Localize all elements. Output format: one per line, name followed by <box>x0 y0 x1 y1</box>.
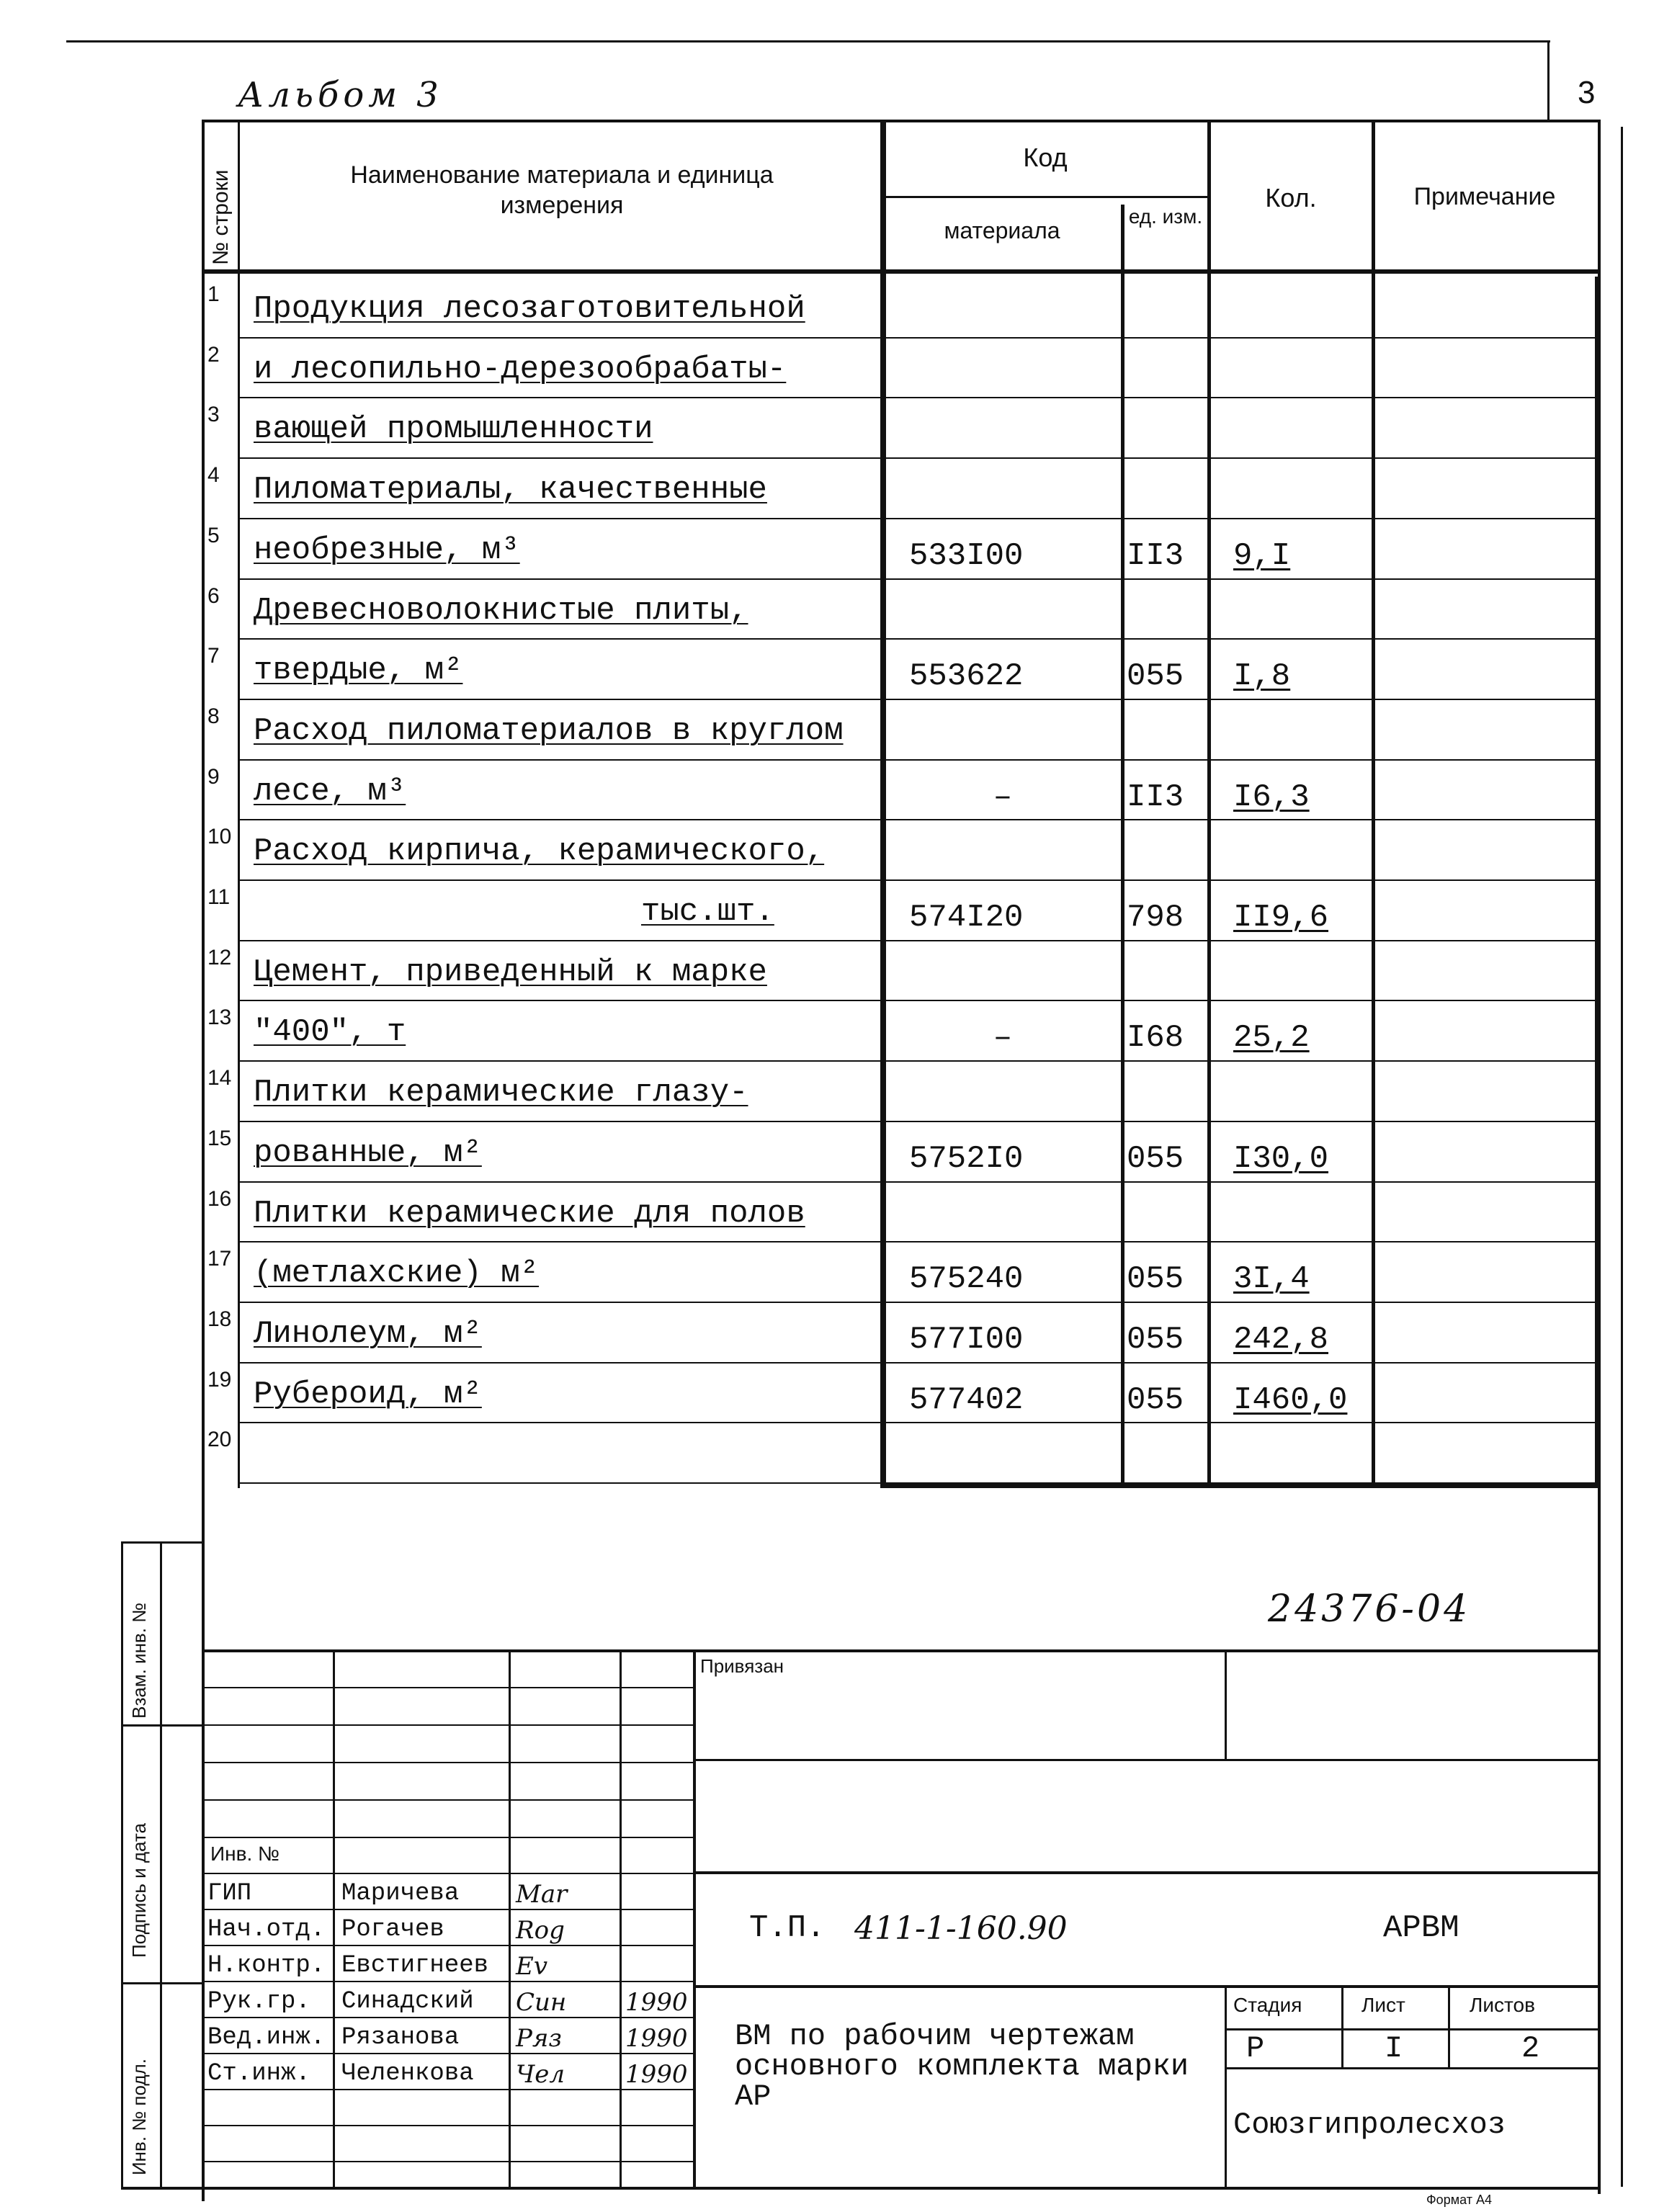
row-quantity: I,8 <box>1233 658 1291 694</box>
row-material-name: "400", т <box>254 1014 406 1050</box>
row-number: 4 <box>207 463 220 487</box>
page-number-box-line <box>1547 42 1550 122</box>
stamp-grid-line <box>202 1687 693 1688</box>
row-number: 3 <box>207 403 220 426</box>
privyazan-label: Привязан <box>700 1655 784 1677</box>
row-divider <box>238 1482 1599 1484</box>
stamp-line-1 <box>693 1759 1599 1761</box>
grid-v2 <box>509 1649 511 2187</box>
col-rownum <box>238 120 240 1488</box>
organization: Союзгипролесхоз <box>1233 2108 1506 2142</box>
top-rule <box>66 40 1550 42</box>
stamp-line-2 <box>693 1871 1599 1874</box>
header-code-unit: ед. изм. <box>1128 205 1203 228</box>
side-label-vzam: Взам. инв. № <box>128 1602 150 1719</box>
stamp-line-3 <box>693 1985 1599 1988</box>
signer-name: Синадский <box>341 1988 474 2015</box>
row-number: 10 <box>207 825 232 848</box>
signer-date: 1990 <box>625 2060 688 2089</box>
stamp-grid-line <box>202 1945 693 1946</box>
tp-number: 411-1-160.90 <box>854 1910 1068 1947</box>
row-unit-code: 055 <box>1127 658 1184 694</box>
stamp-vline-privyazan <box>1225 1649 1227 1759</box>
stamp-grid-line <box>202 2125 693 2126</box>
row-number: 13 <box>207 1006 232 1029</box>
signer-role: Вед.инж. <box>207 2024 326 2051</box>
row-quantity: I6,3 <box>1233 779 1310 815</box>
signer-signature: Ev <box>516 1952 548 1981</box>
row-number: 18 <box>207 1307 232 1331</box>
row-number: 8 <box>207 704 220 728</box>
signer-signature: Ряз <box>516 2024 562 2053</box>
row-divider <box>238 819 1599 820</box>
signer-signature: Mar <box>516 1880 568 1909</box>
row-material-name: Плитки керамические для полов <box>254 1196 805 1232</box>
grid-v3 <box>620 1649 622 2187</box>
sheets-value: 2 <box>1521 2031 1540 2066</box>
row-number: 5 <box>207 524 220 547</box>
stamp-grid-line <box>202 2053 693 2054</box>
row-number: 11 <box>207 885 231 909</box>
doc-number: 24376-04 <box>1268 1588 1471 1631</box>
header-note: Примечание <box>1413 183 1556 210</box>
col-name <box>880 120 886 1488</box>
row-material-code: – <box>993 779 1013 815</box>
row-divider <box>238 397 1599 398</box>
row-quantity: II9,6 <box>1233 900 1329 936</box>
frame-bottom <box>122 2187 1599 2190</box>
row-number: 9 <box>207 765 220 789</box>
signer-name: Рязанова <box>341 2024 460 2051</box>
signer-signature: Rog <box>516 1916 565 1945</box>
row-material-code: 553622 <box>909 658 1024 694</box>
row-unit-code: 055 <box>1127 1261 1184 1297</box>
signer-date: 1990 <box>625 1988 688 2017</box>
header-code: Код <box>1023 143 1068 172</box>
signer-name: Рогачев <box>341 1916 444 1943</box>
row-divider <box>238 1000 1599 1001</box>
row-quantity: 242,8 <box>1233 1322 1329 1358</box>
row-number: 12 <box>207 946 232 970</box>
row-divider <box>238 337 1599 339</box>
row-divider <box>238 759 1599 761</box>
header-qty: Кол. <box>1265 183 1317 212</box>
signer-name: Евстигнеев <box>341 1952 489 1979</box>
row-quantity: I460,0 <box>1233 1382 1348 1418</box>
row-material-name: лесе, м³ <box>254 774 406 810</box>
signer-role: Ст.инж. <box>207 2060 310 2087</box>
row-number: 15 <box>207 1127 232 1150</box>
row-material-name: тыс.шт. <box>641 894 774 930</box>
inv-no-label: Инв. № <box>210 1842 280 1865</box>
row-number: 7 <box>207 644 220 668</box>
row-divider <box>238 1362 1599 1364</box>
stage-value: Р <box>1246 2031 1265 2066</box>
row-number: 2 <box>207 343 220 367</box>
signer-role: ГИП <box>207 1880 252 1907</box>
row-material-code: – <box>993 1020 1013 1056</box>
row-material-name: Рубероид, м² <box>254 1376 482 1412</box>
row-material-name: Расход кирпича, керамического, <box>254 833 825 869</box>
header-name: Наименование материала и единица измерения <box>350 161 774 219</box>
row-divider <box>238 457 1599 459</box>
stamp-grid-line <box>202 1837 693 1838</box>
row-material-code: 577402 <box>909 1382 1024 1418</box>
row-number: 17 <box>207 1247 232 1271</box>
stamp-line-4 <box>1225 2028 1599 2030</box>
row-material-name: Пиломатериалы, качественные <box>254 472 767 508</box>
row-material-name: и лесопильно-дерезообрабаты- <box>254 351 787 388</box>
stage-label: Стадия <box>1233 1994 1302 2016</box>
row-material-name: Расход пиломатериалов в круглом <box>254 713 844 749</box>
signer-date: 1990 <box>625 2024 688 2053</box>
stamp-grid-line <box>202 1873 693 1874</box>
row-divider <box>238 1121 1599 1122</box>
row-unit-code: 055 <box>1127 1141 1184 1177</box>
album-label: Альбом 3 <box>238 75 443 115</box>
row-number: 19 <box>207 1368 232 1392</box>
row-divider <box>238 1302 1599 1303</box>
stamp-grid-line <box>202 1799 693 1801</box>
row-number: 16 <box>207 1187 232 1211</box>
signer-role: Рук.гр. <box>207 1988 310 2015</box>
row-unit-code: II3 <box>1127 538 1184 574</box>
row-quantity: I30,0 <box>1233 1141 1329 1177</box>
row-quantity: 9,I <box>1233 538 1291 574</box>
row-divider <box>238 578 1599 580</box>
stamp-grid-line <box>202 2161 693 2162</box>
tp-label: Т.П. <box>749 1910 826 1946</box>
signer-signature: Чел <box>516 2060 565 2089</box>
sheets-label: Листов <box>1470 1994 1535 2016</box>
code-split-line <box>883 196 1207 198</box>
row-divider <box>238 1181 1599 1183</box>
stamp-grid-line <box>202 2089 693 2090</box>
row-material-name: Цемент, приведенный к марке <box>254 954 767 990</box>
row-material-code: 533I00 <box>909 538 1024 574</box>
row-material-name: вающей промышленности <box>254 411 653 447</box>
row-divider <box>238 699 1599 700</box>
row-divider <box>238 940 1599 941</box>
side-label-inv: Инв. № подл. <box>128 2059 150 2175</box>
row-divider <box>238 1422 1599 1423</box>
row-material-code: 5752I0 <box>909 1141 1024 1177</box>
stamp-grid-line <box>202 1724 693 1726</box>
row-divider <box>238 638 1599 640</box>
stamp-line-5 <box>1225 2067 1599 2069</box>
row-divider <box>238 518 1599 519</box>
row-unit-code: 055 <box>1127 1382 1184 1418</box>
row-material-name: необрезные, м³ <box>254 532 520 568</box>
row-divider <box>238 1241 1599 1242</box>
col-qty <box>1372 120 1375 1488</box>
frame-left <box>202 120 205 2201</box>
stamp-vline-stage <box>1225 1985 1227 2187</box>
row-divider <box>238 1060 1599 1062</box>
header-bottom <box>202 269 1599 274</box>
row-material-name: Плитки керамические глазу- <box>254 1075 748 1111</box>
row-number: 14 <box>207 1066 232 1090</box>
row-material-name: твердые, м² <box>254 653 463 689</box>
frame-top <box>202 120 1599 122</box>
header-row-no: № строки <box>209 169 233 265</box>
col-unit <box>1207 120 1211 1488</box>
row-divider <box>238 879 1599 881</box>
row-material-name: (метлахские) м² <box>254 1255 540 1291</box>
sheet-label: Лист <box>1361 1994 1405 2016</box>
signer-name: Маричева <box>341 1880 460 1907</box>
frame-right-outer <box>1621 127 1623 2187</box>
signer-role: Нач.отд. <box>207 1916 326 1943</box>
row-material-name: Линолеум, м² <box>254 1316 482 1352</box>
stamp-top <box>202 1649 1599 1652</box>
stamp-vline-main <box>693 1649 696 2187</box>
side-strip-top <box>121 1541 202 1544</box>
side-label-podpis: Подпись и дата <box>128 1822 150 1958</box>
sheet-value: I <box>1385 2031 1403 2066</box>
grid-v1 <box>333 1649 335 2187</box>
row-material-name: Продукция лесозаготовительной <box>254 291 805 327</box>
stamp-vline-sheet <box>1341 1985 1343 2067</box>
row-number: 6 <box>207 584 220 608</box>
row-material-code: 574I20 <box>909 900 1024 936</box>
stamp-grid-line <box>202 1762 693 1763</box>
side-strip-left <box>121 1541 123 2190</box>
stamp-grid-line <box>202 1981 693 1982</box>
row-quantity: 25,2 <box>1233 1020 1310 1056</box>
stamp-grid-line <box>202 1909 693 1910</box>
page-number: 3 <box>1578 75 1596 110</box>
side-strip-div1 <box>121 1724 202 1727</box>
doc-title: ВМ по рабочим чертежам основного комплекта марки АР <box>735 2019 1189 2114</box>
row-unit-code: I68 <box>1127 1020 1184 1056</box>
row-material-name: рованные, м² <box>254 1135 482 1171</box>
side-strip-div2 <box>121 1982 202 1984</box>
row-material-code: 577I00 <box>909 1322 1024 1358</box>
side-strip-right <box>160 1541 162 2190</box>
stamp-vline-sheets <box>1448 1985 1450 2067</box>
row-number: 1 <box>207 282 220 306</box>
row-quantity: 3I,4 <box>1233 1261 1310 1297</box>
mark: АРВМ <box>1383 1910 1459 1946</box>
row-unit-code: II3 <box>1127 779 1184 815</box>
row-unit-code: 055 <box>1127 1322 1184 1358</box>
stamp-grid-line <box>202 2017 693 2018</box>
row-material-code: 575240 <box>909 1261 1024 1297</box>
row-material-name: Древесноволокнистые плиты, <box>254 593 748 629</box>
signer-signature: Син <box>516 1988 567 2017</box>
header-code-material: материала <box>944 218 1060 243</box>
format-label: Формат А4 <box>1426 2193 1492 2207</box>
signer-name: Челенкова <box>341 2060 474 2087</box>
signer-role: Н.контр. <box>207 1952 326 1979</box>
row-number: 20 <box>207 1428 232 1451</box>
row-unit-code: 798 <box>1127 900 1184 936</box>
